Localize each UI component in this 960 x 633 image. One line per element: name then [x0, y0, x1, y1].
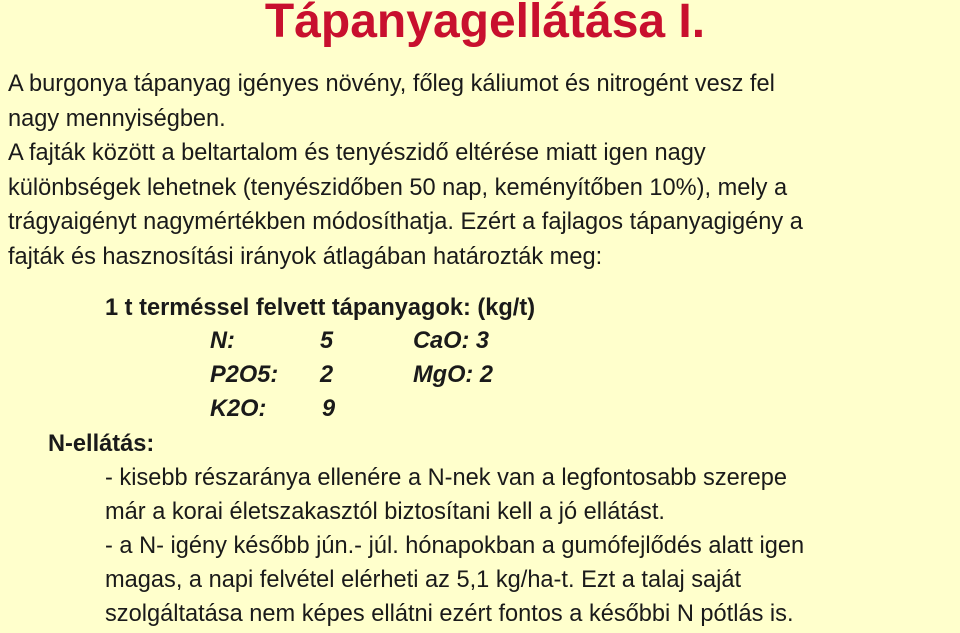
nutrient-value: 5	[320, 328, 334, 354]
nutrient-secondary: MgO: 2	[413, 362, 493, 388]
intro-paragraph	[8, 67, 958, 274]
nutrient-label: P2O5:	[210, 362, 279, 388]
intro-line: nagy mennyiségben.	[8, 105, 226, 132]
n-supply-line: - a N- igény később jún.- júl. hónapokban a gumófejlődés alatt igen	[105, 533, 805, 559]
nutrient-secondary: CaO: 3	[413, 328, 490, 354]
nutrients-heading: 1 t terméssel felvett tápanyagok: (kg/t)	[105, 295, 536, 321]
nutrient-value: 9	[322, 396, 336, 422]
intro-line: trágyaigényt nagymértékben módosíthatja. Ezért a fajlagos tápanyagigény a	[8, 209, 803, 235]
n-supply-line: - kisebb részaránya ellenére a N-nek van a legfontosabb szerepe	[105, 465, 787, 491]
intro-line: különbségek lehetnek (tenyészidőben 50 nap, keményítőben 10%), mely a	[8, 174, 788, 201]
nutrient-row-k2o	[0, 393, 600, 425]
n-supply-text	[105, 461, 955, 631]
nutrient-row-p2o5	[0, 359, 600, 391]
nutrient-value: 2	[320, 362, 334, 388]
n-supply-line: magas, a napi felvétel elérheti az 5,1 kg/ha-t. Ezt a talaj saját	[105, 567, 742, 593]
nutrient-label: K2O:	[210, 396, 267, 422]
n-supply-heading: N-ellátás:	[48, 431, 155, 457]
intro-line: fajták és hasznosítási irányok átlagában határozták meg:	[8, 243, 603, 270]
intro-line: A fajták között a beltartalom és tenyészidő eltérése miatt igen nagy	[8, 140, 706, 166]
intro-line: A burgonya tápanyag igényes növény, főleg káliumot és nitrogént vesz fel	[8, 71, 775, 97]
nutrient-row-n	[0, 325, 600, 357]
nutrient-label: N:	[210, 328, 235, 354]
n-supply-line: szolgáltatása nem képes ellátni ezért fontos a későbbi N pótlás is.	[105, 601, 794, 627]
page-title: Tápanyagellátása I.	[264, 0, 706, 48]
n-supply-line: már a korai életszakasztól biztosítani kell a jó ellátást.	[105, 499, 665, 525]
